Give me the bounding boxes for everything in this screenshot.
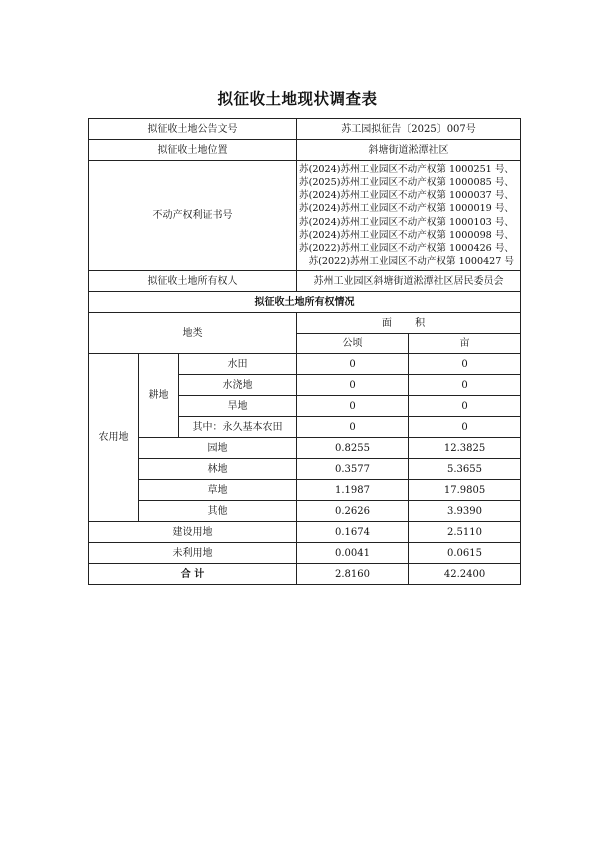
row-label: 水浇地 xyxy=(179,375,297,396)
table-row xyxy=(89,140,521,161)
cert-line: 苏(2024)苏州工业园区不动产权第 1000098 号、 xyxy=(298,229,515,241)
cert-label: 不动产权利证书号 xyxy=(89,161,297,271)
table-row xyxy=(89,292,521,313)
page-title: 拟征收土地现状调查表 xyxy=(217,89,378,108)
hectare-value: 0 xyxy=(297,396,409,417)
cert-numbers xyxy=(297,161,521,271)
hectare-value: 0.3577 xyxy=(297,459,409,480)
hectare-value: 0.2626 xyxy=(297,501,409,522)
cert-line: 苏(2022)苏州工业园区不动产权第 1000426 号、 xyxy=(298,242,515,254)
location-value: 斜塘街道淞潭社区 xyxy=(297,140,521,161)
mu-value: 12.3825 xyxy=(409,438,521,459)
hectare-value: 0.0041 xyxy=(297,543,409,564)
land-type-header: 地类 xyxy=(89,313,297,354)
announcement-value: 苏工园拟征告〔2025〕007号 xyxy=(297,119,521,140)
mu-value: 0 xyxy=(409,375,521,396)
cert-line: 苏(2024)苏州工业园区不动产权第 1000251 号、 xyxy=(298,163,515,175)
row-label: 草地 xyxy=(139,480,297,501)
cert-line: 苏(2025)苏州工业园区不动产权第 1000085 号、 xyxy=(298,176,515,188)
table-row xyxy=(89,543,521,564)
mu-value: 0 xyxy=(409,396,521,417)
announcement-label: 拟征收土地公告文号 xyxy=(89,119,297,140)
table-row xyxy=(89,564,521,585)
table-row xyxy=(89,271,521,292)
cert-line: 苏(2024)苏州工业园区不动产权第 1000037 号、 xyxy=(298,190,515,202)
hectare-value: 0.8255 xyxy=(297,438,409,459)
total-label: 合 计 xyxy=(89,564,297,585)
gengdi-label: 耕地 xyxy=(139,354,179,438)
section-title: 拟征收土地所有权情况 xyxy=(89,292,521,313)
table-row xyxy=(89,161,521,271)
row-label: 水田 xyxy=(179,354,297,375)
hectare-value: 0.1674 xyxy=(297,522,409,543)
table-row xyxy=(89,119,521,140)
area-header: 面 积 xyxy=(297,313,521,334)
hectare-value: 1.1987 xyxy=(297,480,409,501)
hectare-value: 0 xyxy=(297,354,409,375)
row-label: 其中：永久基本农田 xyxy=(179,417,297,438)
land-survey-table xyxy=(88,118,521,585)
unused-label: 未利用地 xyxy=(89,543,297,564)
hectare-header: 公顷 xyxy=(297,334,409,354)
mu-value: 0.0615 xyxy=(409,543,521,564)
mu-value: 17.9805 xyxy=(409,480,521,501)
owner-label: 拟征收土地所有权人 xyxy=(89,271,297,292)
mu-value: 3.9390 xyxy=(409,501,521,522)
total-mu: 42.2400 xyxy=(409,564,521,585)
table-row xyxy=(89,313,521,334)
hectare-value: 0 xyxy=(297,417,409,438)
mu-value: 2.5110 xyxy=(409,522,521,543)
table-row xyxy=(89,438,521,459)
mu-value: 5.3655 xyxy=(409,459,521,480)
cert-line: 苏(2022)苏州工业园区不动产权第 1000427 号 xyxy=(308,256,515,268)
cert-line: 苏(2024)苏州工业园区不动产权第 1000103 号、 xyxy=(298,216,515,228)
table-row xyxy=(89,354,521,375)
cert-line: 苏(2024)苏州工业园区不动产权第 1000019 号、 xyxy=(298,203,515,215)
mu-value: 0 xyxy=(409,354,521,375)
agri-label: 农用地 xyxy=(89,354,139,522)
table-row xyxy=(89,459,521,480)
construction-label: 建设用地 xyxy=(89,522,297,543)
row-label: 园地 xyxy=(139,438,297,459)
row-label: 其他 xyxy=(139,501,297,522)
row-label: 旱地 xyxy=(179,396,297,417)
table-row xyxy=(89,480,521,501)
hectare-value: 0 xyxy=(297,375,409,396)
location-label: 拟征收土地位置 xyxy=(89,140,297,161)
owner-value: 苏州工业园区斜塘街道淞潭社区居民委员会 xyxy=(297,271,521,292)
row-label: 林地 xyxy=(139,459,297,480)
total-hectare: 2.8160 xyxy=(297,564,409,585)
mu-header: 亩 xyxy=(409,334,521,354)
mu-value: 0 xyxy=(409,417,521,438)
table-row xyxy=(89,522,521,543)
table-row xyxy=(89,501,521,522)
